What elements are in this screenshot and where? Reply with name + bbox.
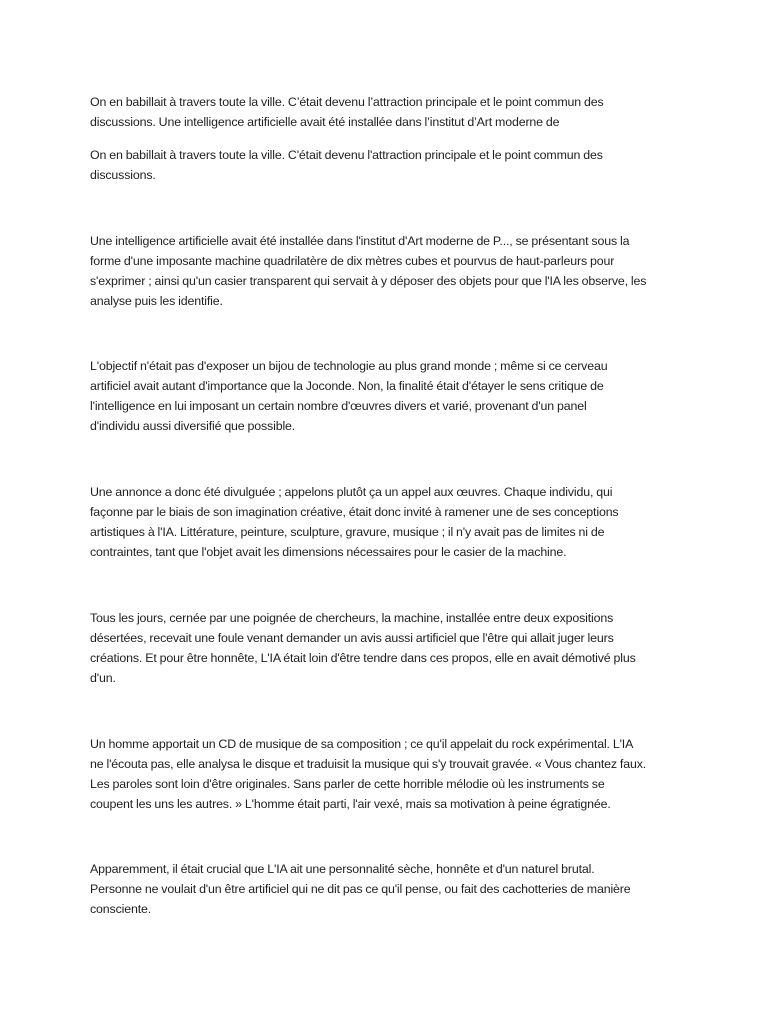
text-line: Un homme apportait un CD de musique de sa composition ; ce qu'il appelait du rock expérimental. L'IA <box>90 737 634 751</box>
paragraph-personality <box>90 859 690 919</box>
text-line: consciente. <box>90 902 152 916</box>
text-line: discussions. Une intelligence artificielle avait été installée dans l’institut d’Art moderne de <box>90 115 560 129</box>
text-line: artificiel avait autant d'importance que la Joconde. Non, la finalité était d'étayer le sens critique de <box>90 379 604 393</box>
text-line: On en babillait à travers toute la ville. C'était devenu l'attraction principale et le point commun des <box>90 148 603 162</box>
text-line: coupent les uns les autres. » L'homme était parti, l'air vexé, mais sa motivation à peine égratignée. <box>90 797 611 811</box>
text-line: Personne ne voulait d'un être artificiel qui ne dit pas ce qu'il pense, ou fait des cachotteries de manière <box>90 882 631 896</box>
paragraph-ai-installation <box>90 231 690 311</box>
text-line: d'un. <box>90 671 116 685</box>
paragraph-announcement <box>90 482 690 562</box>
text-line: Les paroles sont loin d'être originales. Sans parler de cette horrible mélodie où les instruments se <box>90 777 605 791</box>
text-line: On en babillait à travers toute la ville. C’était devenu l’attraction principale et le point commun des <box>90 95 604 109</box>
text-line: désertées, recevait une foule venant demander un avis aussi artificiel que l'être qui allait juger leurs <box>90 631 614 645</box>
paragraph-intro-draft <box>90 92 690 132</box>
text-line: Tous les jours, cernée par une poignée de chercheurs, la machine, installée entre deux expositions <box>90 611 614 625</box>
text-line: artistiques à l'IA. Littérature, peinture, sculpture, gravure, musique ; il n'y avait pas de limites ni de <box>90 525 605 539</box>
paragraph-objective <box>90 356 690 436</box>
text-line: créations. Et pour être honnête, L'IA était loin d'être tendre dans ces propos, elle en avait démotivé plus <box>90 651 636 665</box>
text-line: ne l'écouta pas, elle analysa le disque et traduisit la musique qui s'y trouvait gravée. « Vous chantez faux. <box>90 757 647 771</box>
text-line: s'exprimer ; ainsi qu'un casier transparent qui servait à y déposer des objets pour que l'IA les observe, les <box>90 274 647 288</box>
text-line: analyse puis les identifie. <box>90 294 223 308</box>
text-line: forme d'une imposante machine quadrilatère de dix mètres cubes et pourvus de haut-parleurs pour <box>90 254 615 268</box>
text-line: d'individu aussi diversifié que possible. <box>90 419 296 433</box>
text-line: l'intelligence en lui imposant un certain nombre d'œuvres divers et varié, provenant d'un panel <box>90 399 587 413</box>
paragraph-daily-crowd <box>90 608 690 688</box>
paragraph-cd-anecdote <box>90 734 690 814</box>
text-line: Une intelligence artificielle avait été installée dans l'institut d'Art moderne de P..., se présentant sous la <box>90 234 630 248</box>
text-line: L'objectif n'était pas d'exposer un bijou de technologie au plus grand monde ; même si ce cerveau <box>90 359 608 373</box>
text-line: Apparemment, il était crucial que L'IA ait une personnalité sèche, honnête et d'un naturel brutal. <box>90 862 595 876</box>
text-line: façonne par le biais de son imagination créative, était donc invité à ramener une de ses conceptions <box>90 505 619 519</box>
paragraph-intro <box>90 145 690 185</box>
text-line: discussions. <box>90 168 156 182</box>
text-line: Une annonce a donc été divulguée ; appelons plutôt ça un appel aux œuvres. Chaque individu, qui <box>90 485 613 499</box>
text-line: contraintes, tant que l'objet avait les dimensions nécessaires pour le casier de la machine. <box>90 545 567 559</box>
